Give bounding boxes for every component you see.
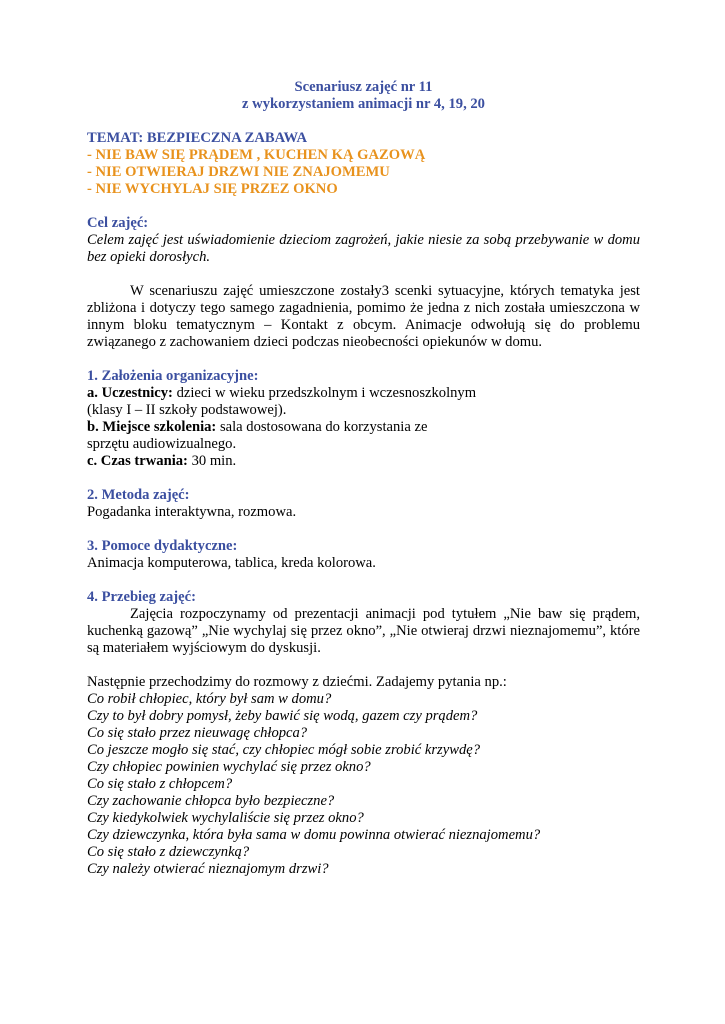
document-content: [87, 79, 640, 878]
section3-text: Animacja komputerowa, tablica, kreda kolorowa.: [87, 555, 376, 571]
section3-heading: 3. Pomoce dydaktyczne:: [87, 538, 238, 554]
topic-item: - NIE BAW SIĘ PRĄDEM , KUCHEN KĄ GAZOWĄ: [87, 147, 426, 163]
participants-line2: (klasy I – II szkoły podstawowej).: [87, 402, 287, 418]
topic-item: - NIE OTWIERAJ DRZWI NIE ZNAJOMEMU: [87, 164, 390, 180]
duration-text: 30 min.: [187, 453, 237, 469]
question-item: Czy zachowanie chłopca było bezpieczne?: [87, 793, 335, 809]
section2-heading: 2. Metoda zajęć:: [87, 487, 190, 503]
section4-paragraph1: Zajęcia rozpoczynamy od prezentacji animacji pod tytułem „Nie baw się prądem, kuchenką gazową” „Nie wychylaj się przez okno”, „Nie otwieraj drzwi nieznajomemu”, które są materiałem wyjściowym do dyskusji.: [87, 606, 640, 656]
document-title-line2: z wykorzystaniem animacji nr 4, 19, 20: [242, 96, 485, 112]
goal-text: Celem zajęć jest uświadomienie dzieciom zagrożeń, jakie niesie za sobą przebywanie w domu bez opieki dorosłych.: [87, 232, 640, 265]
participants-line: [87, 385, 640, 402]
question-item: Czy chłopiec powinien wychylać się przez okno?: [87, 759, 371, 775]
question-item: Co się stało z dziewczynką?: [87, 844, 250, 860]
question-item: Co się stało z chłopcem?: [87, 776, 233, 792]
topic-title: TEMAT: BEZPIECZNA ZABAWA: [87, 130, 308, 146]
venue-line: [87, 419, 640, 436]
question-item: Czy dziewczynka, która była sama w domu powinna otwierać nieznajomemu?: [87, 827, 541, 843]
question-item: Czy należy otwierać nieznajomym drzwi?: [87, 861, 329, 877]
duration-line: [87, 453, 640, 470]
question-item: Co robił chłopiec, który był sam w domu?: [87, 691, 332, 707]
goal-heading: Cel zajęć:: [87, 215, 149, 231]
section1-heading: 1. Założenia organizacyjne:: [87, 368, 259, 384]
venue-label: b. Miejsce szkolenia:: [87, 419, 217, 435]
section4-heading: 4. Przebieg zajęć:: [87, 589, 196, 605]
participants-text: dzieci w wieku przedszkolnym i wczesnoszkolnym: [172, 385, 477, 401]
venue-text: sala dostosowana do korzystania ze: [216, 419, 428, 435]
section4-paragraph2: Następnie przechodzimy do rozmowy z dziećmi. Zadajemy pytania np.:: [87, 674, 507, 690]
question-item: Czy kiedykolwiek wychylaliście się przez okno?: [87, 810, 364, 826]
venue-line2: sprzętu audiowizualnego.: [87, 436, 237, 452]
participants-label: a. Uczestnicy:: [87, 385, 173, 401]
section2-text: Pogadanka interaktywna, rozmowa.: [87, 504, 297, 520]
question-list: [87, 691, 640, 878]
question-item: Co się stało przez nieuwagę chłopca?: [87, 725, 308, 741]
duration-label: c. Czas trwania:: [87, 453, 188, 469]
topic-item: - NIE WYCHYLAJ SIĘ PRZEZ OKNO: [87, 181, 338, 197]
question-item: Czy to był dobry pomysł, żeby bawić się wodą, gazem czy prądem?: [87, 708, 478, 724]
document-title-line1: Scenariusz zajęć nr 11: [294, 79, 433, 95]
intro-paragraph: W scenariuszu zajęć umieszczone zostały3 scenki sytuacyjne, których tematyka jest zbliżona i dotyczy tego samego zagadnienia, pomimo że jedna z nich została umieszczona w innym bloku tematycznym – Kontakt z obcym. Animacje odwołują się do problemu związanego z zachowaniem dzieci podczas nieobecności opiekunów w domu.: [87, 283, 640, 350]
question-item: Co jeszcze mogło się stać, czy chłopiec mógł sobie zrobić krzywdę?: [87, 742, 481, 758]
